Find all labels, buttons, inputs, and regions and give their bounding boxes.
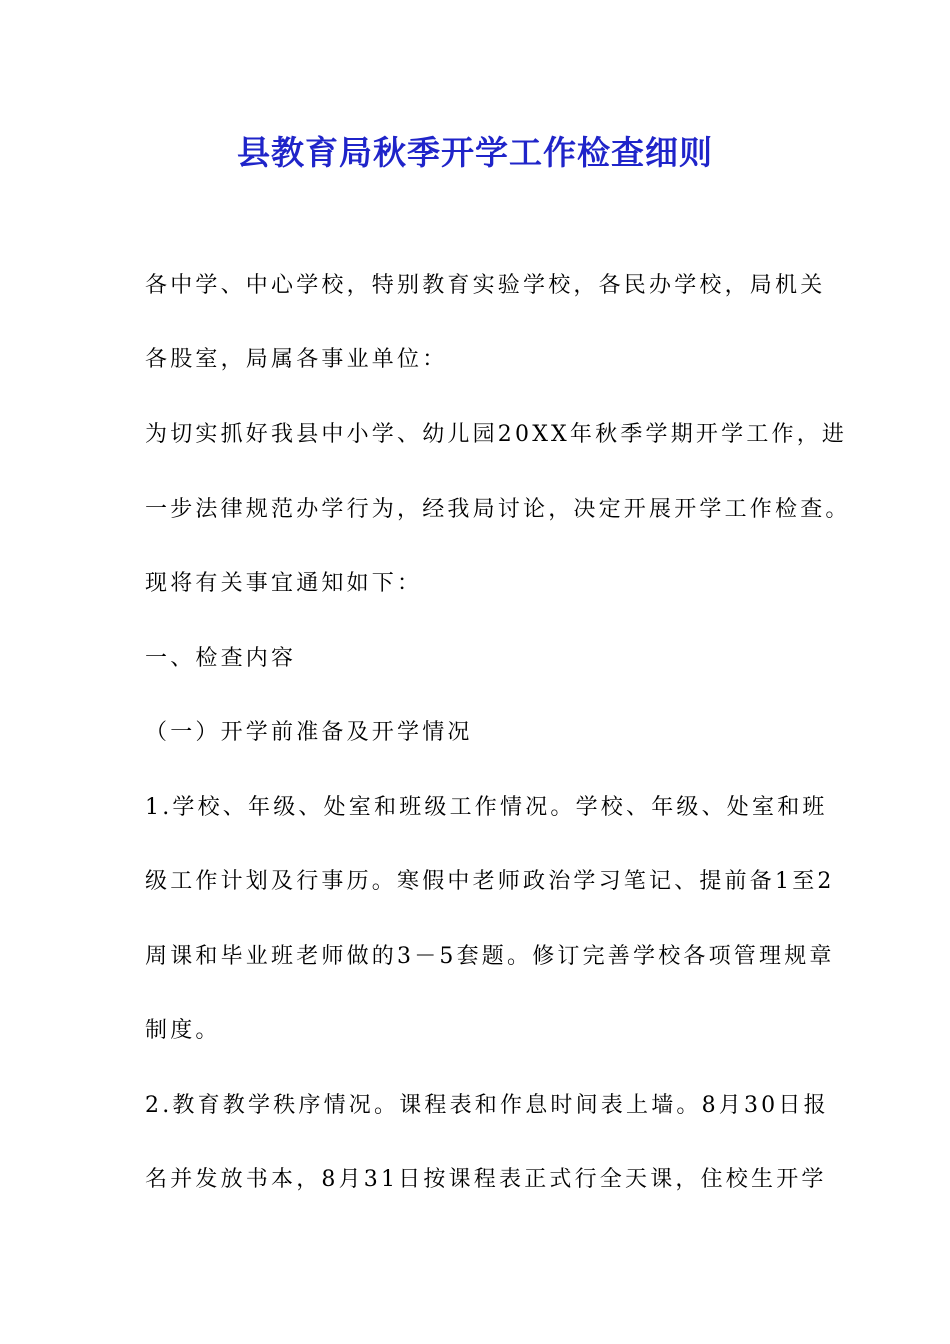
body-line: 级工作计划及行事历。寒假中老师政治学习笔记、提前备1至2 [145,869,835,894]
body-line: 1.学校、年级、处室和班级工作情况。学校、年级、处室和班 [145,795,828,820]
body-line: 2.教育教学秩序情况。课程表和作息时间表上墙。8月30日报 [145,1093,829,1118]
body-line: 周课和毕业班老师做的3－5套题。修订完善学校各项管理规章 [145,944,835,969]
body-line: 各股室，局属各事业单位： [145,347,448,372]
subsection-heading: （一）开学前准备及开学情况 [145,720,473,745]
body-line: 名并发放书本，8月31日按课程表正式行全天课，住校生开学 [145,1167,827,1192]
body-line: 现将有关事宜通知如下： [145,571,423,596]
body-line: 各中学、中心学校，特别教育实验学校，各民办学校，局机关 [145,273,826,298]
section-heading: 一、检查内容 [145,646,297,671]
body-line: 为切实抓好我县中小学、幼儿园20XX年秋季学期开学工作，进 [145,422,848,447]
document-title: 县教育局秋季开学工作检查细则 [237,133,713,172]
body-line: 制度。 [145,1018,221,1043]
body-line: 一步法律规范办学行为，经我局讨论，决定开展开学工作检查。 [145,497,851,522]
